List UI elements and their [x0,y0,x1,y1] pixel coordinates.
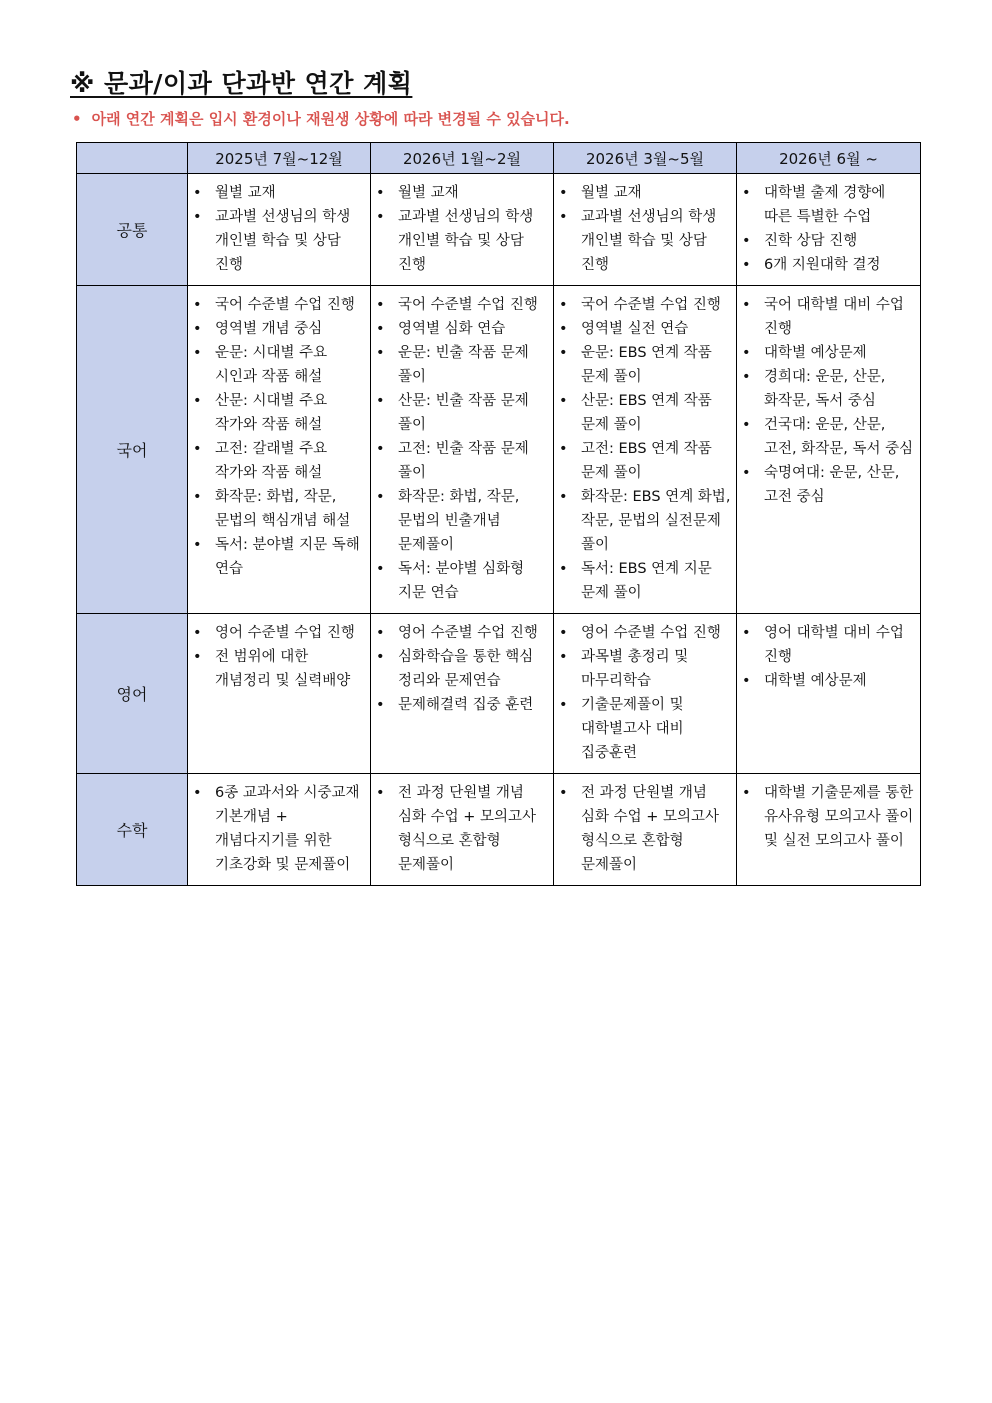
list-item: • 고전: 빈출 작품 문제 풀이 [374,437,550,485]
plan-list [191,293,367,581]
list-item: • 대학별 예상문제 [740,669,917,693]
subject-row [77,774,921,886]
list-item: • 영역별 실전 연습 [557,317,733,341]
list-item: • 대학별 기출문제를 통한 유사유형 모의고사 풀이 및 실전 모의고사 풀이 [740,781,917,853]
header-row [77,143,921,174]
list-item: • 국어 수준별 수업 진행 [191,293,367,317]
notice-bullet: • [72,110,82,128]
plan-list [374,181,550,277]
plan-cell [188,774,371,886]
notice [72,108,570,129]
period-header: 2025년 7월~12월 [188,143,371,174]
list-item: • 진학 상담 진행 [740,229,917,253]
list-item: • 과목별 총정리 및 마무리학습 [557,645,733,693]
plan-cell [371,174,554,286]
list-item: • 화작문: 화법, 작문, 문법의 핵심개념 해설 [191,485,367,533]
list-item: • 운문: 시대별 주요 시인과 작품 해설 [191,341,367,389]
plan-cell [554,614,737,774]
list-item: • 고전: 갈래별 주요 작가와 작품 해설 [191,437,367,485]
subject-row [77,286,921,614]
list-item: • 독서: EBS 연계 지문 문제 풀이 [557,557,733,605]
plan-list [374,621,550,717]
list-item: • 운문: 빈출 작품 문제 풀이 [374,341,550,389]
list-item: • 기출문제풀이 및 대학별고사 대비 집중훈련 [557,693,733,765]
list-item: • 교과별 선생님의 학생 개인별 학습 및 상담 진행 [191,205,367,277]
period-header: 2026년 6월 ~ [737,143,921,174]
subject-label: 수학 [77,774,188,886]
list-item: • 영역별 심화 연습 [374,317,550,341]
list-item: • 영어 수준별 수업 진행 [191,621,367,645]
plan-list [191,781,367,877]
list-item: • 전 과정 단원별 개념 심화 수업 + 모의고사 형식으로 혼합형 문제풀이 [374,781,550,877]
plan-cell [737,614,921,774]
plan-cell [371,774,554,886]
header-corner [77,143,188,174]
plan-cell [554,174,737,286]
plan-list [374,781,550,877]
list-item: • 심화학습을 통한 핵심 정리와 문제연습 [374,645,550,693]
list-item: • 전 과정 단원별 개념 심화 수업 + 모의고사 형식으로 혼합형 문제풀이 [557,781,733,877]
plan-list [557,621,733,765]
list-item: • 국어 수준별 수업 진행 [374,293,550,317]
list-item: • 월별 교재 [374,181,550,205]
list-item: • 화작문: 화법, 작문, 문법의 빈출개념 문제풀이 [374,485,550,557]
plan-list [374,293,550,605]
plan-cell [737,286,921,614]
list-item: • 교과별 선생님의 학생 개인별 학습 및 상담 진행 [374,205,550,277]
plan-list [740,181,917,277]
list-item: • 영역별 개념 중심 [191,317,367,341]
plan-list [191,621,367,693]
list-item: • 산문: EBS 연계 작품 문제 풀이 [557,389,733,437]
list-item: • 영어 수준별 수업 진행 [374,621,550,645]
plan-cell [188,174,371,286]
list-item: • 대학별 예상문제 [740,341,917,365]
plan-list [191,181,367,277]
plan-cell [188,286,371,614]
plan-cell [188,614,371,774]
plan-cell [371,614,554,774]
period-header: 2026년 3월~5월 [554,143,737,174]
list-item: • 산문: 시대별 주요 작가와 작품 해설 [191,389,367,437]
subject-row [77,614,921,774]
list-item: • 6종 교과서와 시중교재 기본개념 + 개념다지기를 위한 기초강화 및 문제풀이 [191,781,367,877]
list-item: • 문제해결력 집중 훈련 [374,693,550,717]
subject-row [77,174,921,286]
plan-cell [371,286,554,614]
period-header: 2026년 1월~2월 [371,143,554,174]
list-item: • 전 범위에 대한 개념정리 및 실력배양 [191,645,367,693]
annual-plan-table [76,142,921,886]
plan-cell [737,774,921,886]
subject-label: 국어 [77,286,188,614]
plan-list [557,293,733,605]
plan-list [740,781,917,853]
list-item: • 6개 지원대학 결정 [740,253,917,277]
page-title: ※ 문과/이과 단과반 연간 계획 [70,69,413,98]
list-item: • 영어 대학별 대비 수업 진행 [740,621,917,669]
list-item: • 운문: EBS 연계 작품 문제 풀이 [557,341,733,389]
list-item: • 교과별 선생님의 학생 개인별 학습 및 상담 진행 [557,205,733,277]
plan-list [740,621,917,693]
list-item: • 화작문: EBS 연계 화법, 작문, 문법의 실전문제 풀이 [557,485,733,557]
list-item: • 산문: 빈출 작품 문제 풀이 [374,389,550,437]
subject-label: 공통 [77,174,188,286]
list-item: • 건국대: 운문, 산문, 고전, 화작문, 독서 중심 [740,413,917,461]
plan-body [77,174,921,886]
list-item: • 국어 대학별 대비 수업 진행 [740,293,917,341]
list-item: • 영어 수준별 수업 진행 [557,621,733,645]
list-item: • 경희대: 운문, 산문, 화작문, 독서 중심 [740,365,917,413]
list-item: • 숙명여대: 운문, 산문, 고전 중심 [740,461,917,509]
list-item: • 고전: EBS 연계 작품 문제 풀이 [557,437,733,485]
list-item: • 월별 교재 [191,181,367,205]
plan-list [557,181,733,277]
notice-text: 아래 연간 계획은 입시 환경이나 재원생 상황에 따라 변경될 수 있습니다. [91,110,570,128]
plan-cell [554,774,737,886]
list-item: • 독서: 분야별 지문 독해 연습 [191,533,367,581]
list-item: • 국어 수준별 수업 진행 [557,293,733,317]
list-item: • 독서: 분야별 심화형 지문 연습 [374,557,550,605]
list-item: • 대학별 출제 경향에 따른 특별한 수업 [740,181,917,229]
plan-list [557,781,733,877]
plan-list [740,293,917,509]
plan-cell [554,286,737,614]
plan-cell [737,174,921,286]
subject-label: 영어 [77,614,188,774]
list-item: • 월별 교재 [557,181,733,205]
